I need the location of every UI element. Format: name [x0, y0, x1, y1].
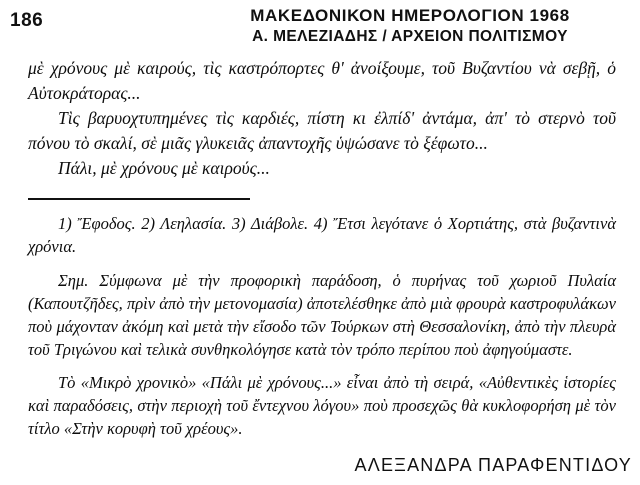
header-titles	[190, 6, 630, 46]
closing-note: Τὸ «Μικρὸ χρονικὸ» «Πάλι μὲ χρόνους...» εἶναι ἀπὸ τὴ σειρά, «Αὐθεντικὲς ἱστορίες καὶ παραδόσεις, στὴν περιοχὴ τοῦ ἔντεχνου λόγου» ποὺ προσεχῶς θὰ κυκλοφορήση μὲ τὸν τίτλο «Στὴν κορυφὴ τοῦ χρέους».	[28, 373, 616, 438]
footnote-line: 1) Ἔφοδος. 2) Λεηλασία. 3) Διάβολε. 4) Ἔτσι λεγότανε ὁ Χορτιάτης, στὰ βυζαντινὰ χρόνια.	[28, 214, 616, 256]
footnote-divider	[28, 198, 250, 200]
editorial-note	[28, 269, 616, 361]
author-archive-line: Α. ΜΕΛΕΖΙΑΔΗΣ / ΑΡΧΕΙΟΝ ΠΟΛΙΤΙΣΜΟΥ	[252, 28, 568, 45]
note-body: Σύμφωνα μὲ τὴν προφορικὴ παράδοση, ὁ πυρήνας τοῦ χωριοῦ Πυλαία (Καπουτζῆδες, πρὶν ἀπὸ τὴν μετονομασία) ἀποτελέσθηκε ἀπὸ μιὰ φρουρὰ καστροφυλάκων ποὺ μάχονταν ἀκόμη καὶ μετὰ τὴν εἴσοδο τῶν Τούρκων στὴ Θεσσαλονίκη, ἀπὸ τὴν πλευρὰ τοῦ Τριγώνου καὶ τελικὰ συνθηκολόγησε κατὰ τὸν τρόπο περίπου ποὺ ἀφηγούμαστε.	[28, 271, 616, 359]
paragraph-1: μὲ χρόνους μὲ καιρούς, τὶς καστρόπορτες θ' ἀνοίξουμε, τοῦ Βυζαντίου νὰ σεβῇ, ὁ Αὐτοκράτορας...	[28, 58, 616, 103]
publication-title: ΜΑΚΕΔΟΝΙΚΟΝ ΗΜΕΡΟΛΟΓΙΟΝ 1968	[250, 6, 570, 25]
note-label: Σημ.	[58, 271, 89, 290]
body-text	[28, 56, 616, 181]
notes-block	[28, 212, 616, 440]
page-number: 186	[10, 10, 44, 31]
page-header	[0, 6, 640, 52]
paragraph-3: Πάλι, μὲ χρόνους μὲ καιρούς...	[58, 158, 270, 178]
author-signature: ΑΛΕΞΑΝΔΡΑ ΠΑΡΑΦΕΝΤΙΔΟΥ	[354, 455, 632, 475]
paragraph-2: Τὶς βαρυοχτυπημένες τὶς καρδιές, πίστη κι ἐλπίδ' ἀντάμα, ἀπ' τὸ στερνὸ τοῦ πόνου τὸ σκαλί, σὲ μιᾶς γλυκειᾶς ἀπαντοχῆς ὑψώσανε τὸ ξέφωτο...	[28, 108, 616, 153]
